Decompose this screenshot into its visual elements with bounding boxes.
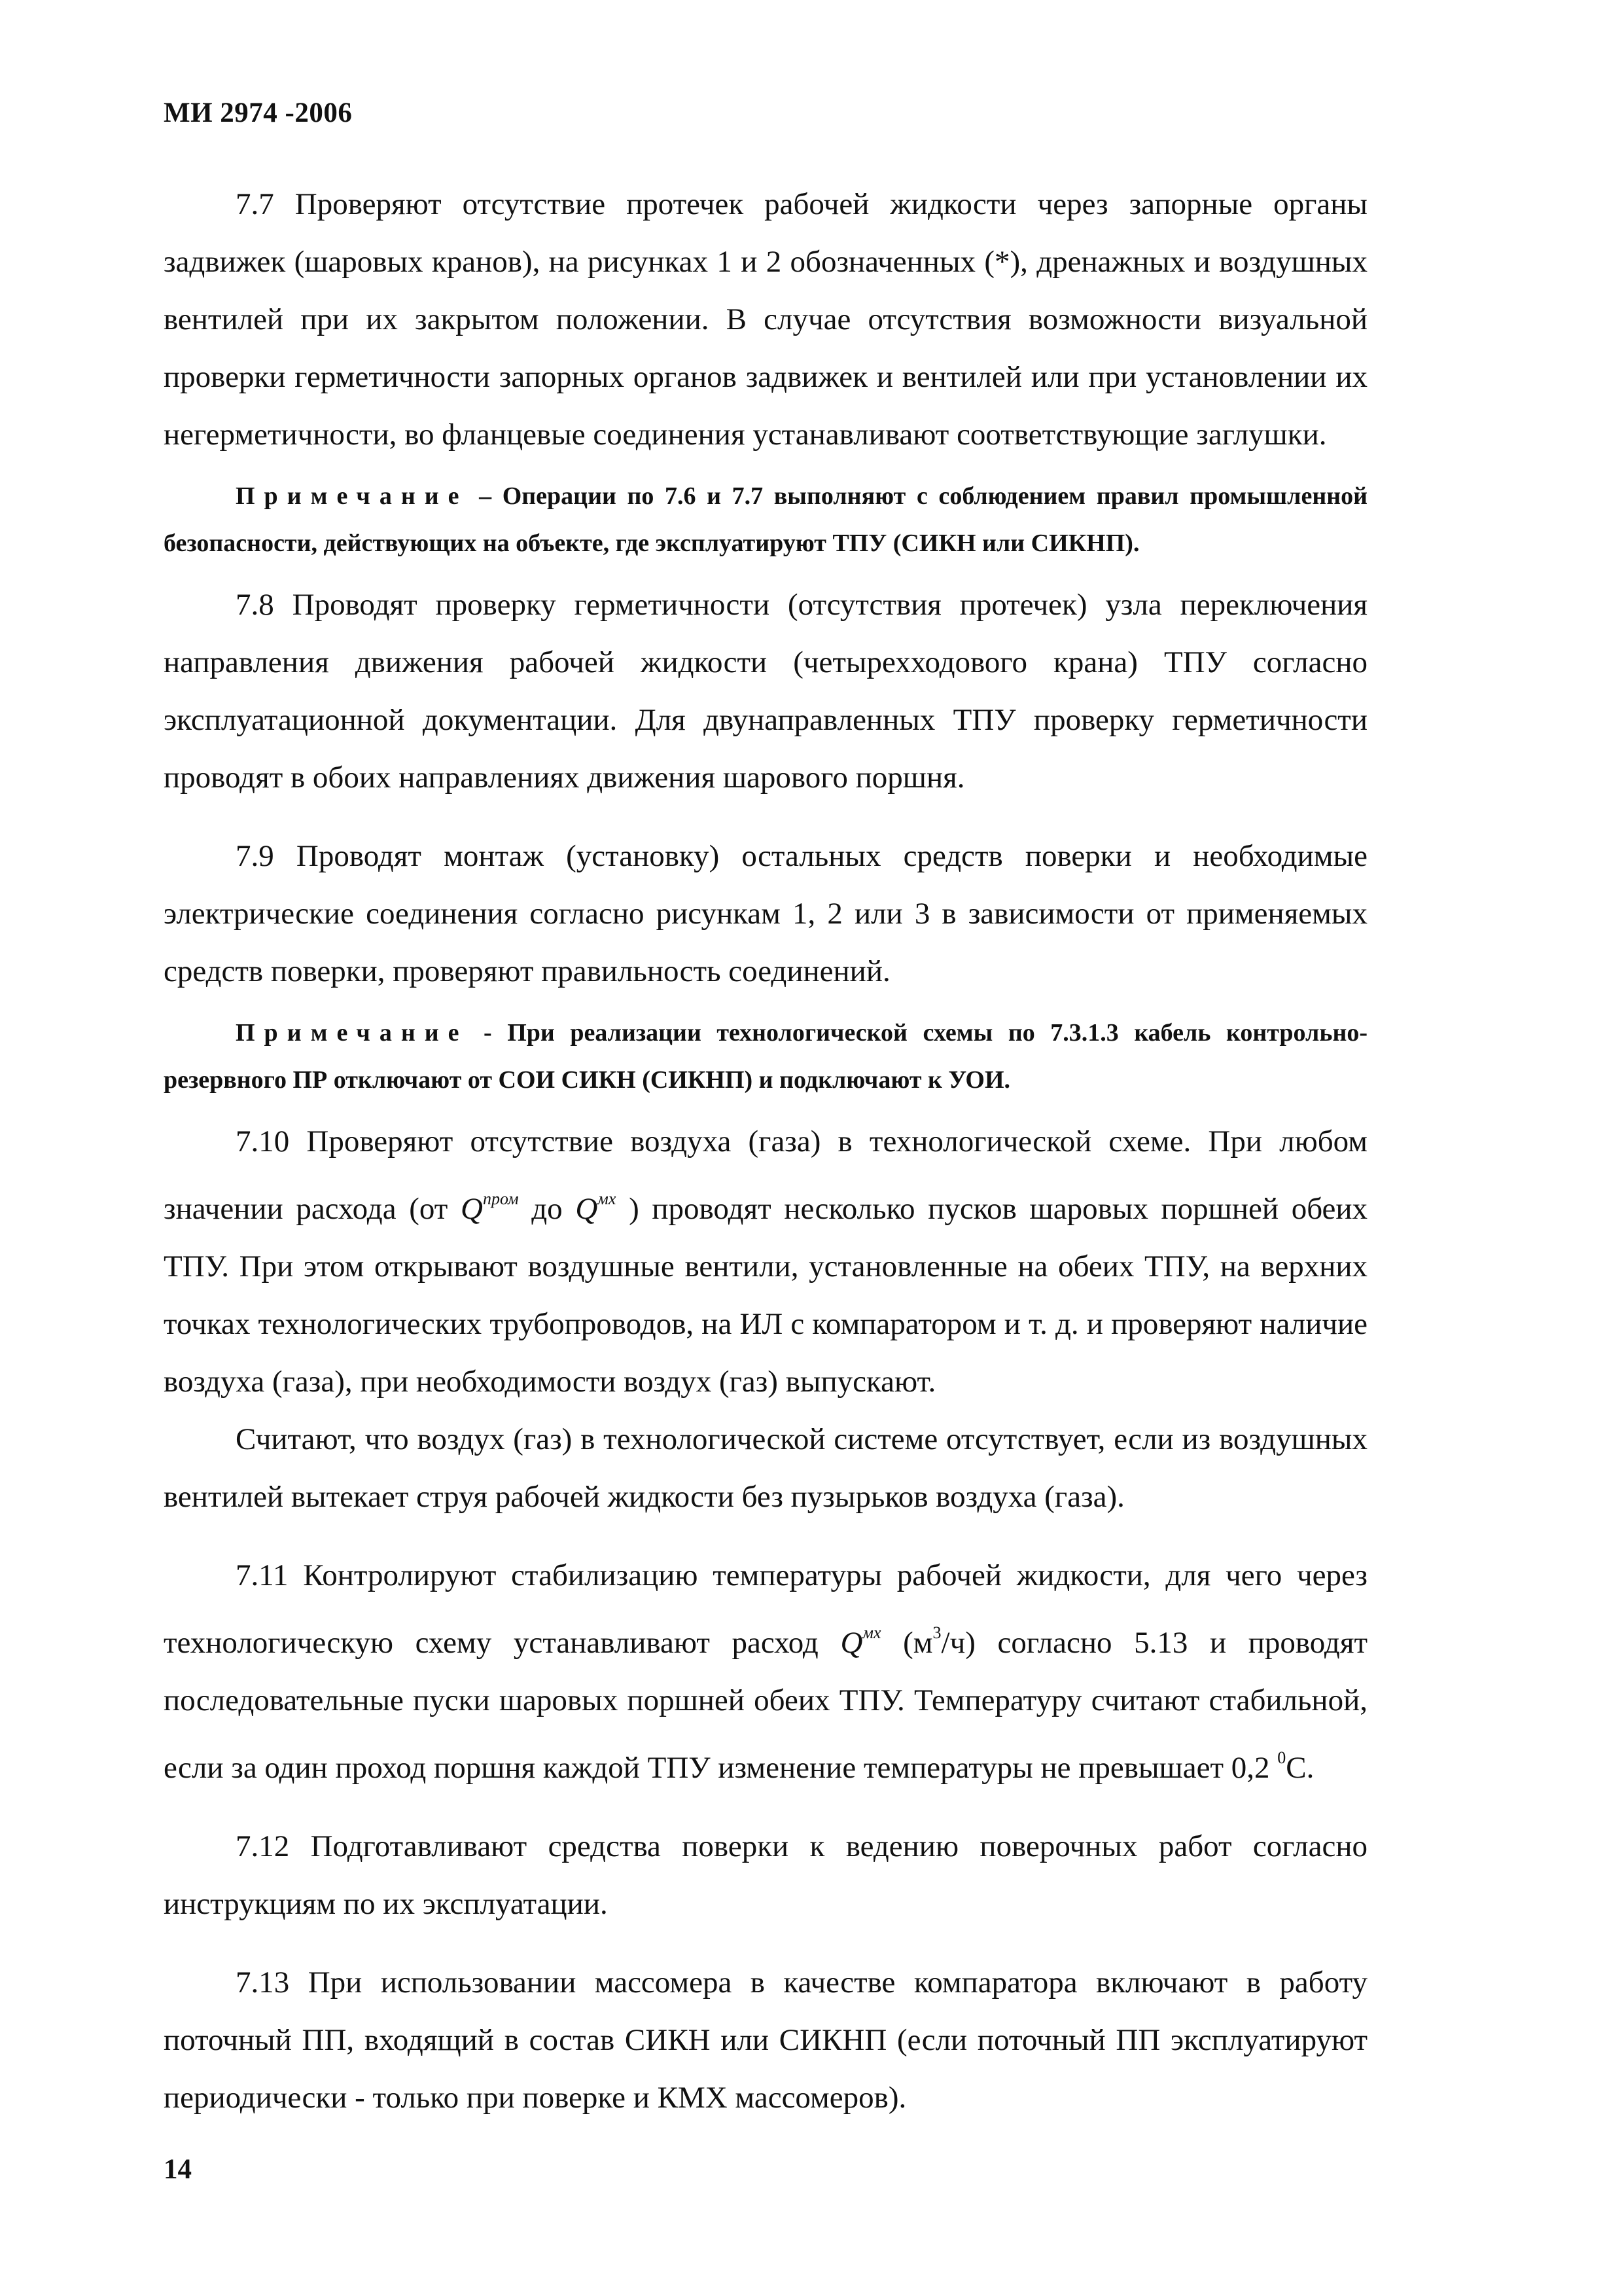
q-superscript-prom: пром xyxy=(482,1189,519,1208)
note-1 xyxy=(164,473,1368,567)
q-symbol: Q xyxy=(840,1626,863,1660)
document-header: МИ 2974 -2006 xyxy=(164,98,353,128)
note-2-label: Примечание xyxy=(236,1019,468,1047)
note-1-text: – Операции по 7.6 и 7.7 выполняют с соблюдением правил промышленной безопасности, действующих на объекте, где эксплуатируют ТПУ (СИКН или СИКНП). xyxy=(164,482,1368,557)
note-2 xyxy=(164,1009,1368,1103)
paragraph-7-10-b: Считают, что воздух (газ) в технологической системе отсутствует, если из воздушных вентилей вытекает струя рабочей жидкости без пузырьков воздуха (газа). xyxy=(164,1422,1368,1514)
paragraph-7-8: 7.8 Проводят проверку герметичности (отсутствия протечек) узла переключения направления движения рабочей жидкости (четырехходового крана) ТПУ согласно эксплуатационной документации. Для двунаправленных ТПУ проверку герметичности проводят в обоих направлениях движения шарового поршня. xyxy=(164,588,1368,795)
document-body xyxy=(164,175,1368,2126)
paragraph-7-13: 7.13 При использовании массомера в качестве компаратора включают в работу поточный ПП, входящий в состав СИКН или СИКНП (если поточный ПП эксплуатируют периодически - только при поверке и КМХ массомеров). xyxy=(164,1965,1368,2115)
paragraph-7-10: 7.10 Проверяют отсутствие воздуха (газа) в технологической схеме. При любом значении расхода (от $Q^{пром}$ до $Q^{мх}$ ) проводят несколько пусков шаровых поршней обеих ТПУ. При этом открывают воздушные вентили, установленные на обеих ТПУ, на верхних точках технологических трубопроводов, на ИЛ с компаратором и т. д. и проверяют наличие воздуха (газа), при необходимости воздух (газ) выпускают. xyxy=(164,1124,1368,1399)
q-superscript-mx: мх xyxy=(862,1623,881,1642)
paragraph-7-12: 7.12 Подготавливают средства поверки к ведению поверочных работ согласно инструкциям по их эксплуатации. xyxy=(164,1829,1368,1921)
paragraph-7-7: 7.7 Проверяют отсутствие протечек рабочей жидкости через запорные органы задвижек (шаровых кранов), на рисунках 1 и 2 обозначенных (*), дренажных и воздушных вентилей при их закрытом положении. В случае отсутствия возможности визуальной проверки герметичности запорных органов задвижек и вентилей или при установлении их негерметичности, во фланцевые соединения устанавливают соответствующие заглушки. xyxy=(164,187,1368,452)
page-number: 14 xyxy=(164,2154,192,2185)
note-1-label: Примечание xyxy=(236,482,468,510)
q-symbol: Q xyxy=(575,1192,598,1226)
degree-superscript: 0 xyxy=(1277,1748,1286,1767)
q-symbol: Q xyxy=(460,1192,483,1226)
paragraph-7-11: 7.11 Контролируют стабилизацию температуры рабочей жидкости, для чего через технологическую схему устанавливают расход $Q^{мх}$ $(м^3/ч)$ согласно 5.13 и проводят последовательные пуски шаровых поршней обеих ТПУ. Температуру считают стабильной, если за один проход поршня каждой ТПУ изменение температуры не превышает 0,2 $^0$С. xyxy=(164,1558,1368,1785)
q-superscript-mx: мх xyxy=(597,1189,616,1208)
note-2-text: - При реализации технологической схемы по 7.3.1.3 кабель контрольно-резервного ПР отключают от СОИ СИКН (СИКНП) и подключают к УОИ. xyxy=(164,1019,1368,1094)
paragraph-7-9: 7.9 Проводят монтаж (установку) остальных средств поверки и необходимые электрические соединения согласно рисункам 1, 2 или 3 в зависимости от применяемых средств поверки, проверяют правильность соединений. xyxy=(164,839,1368,988)
unit-superscript: 3 xyxy=(932,1623,942,1642)
